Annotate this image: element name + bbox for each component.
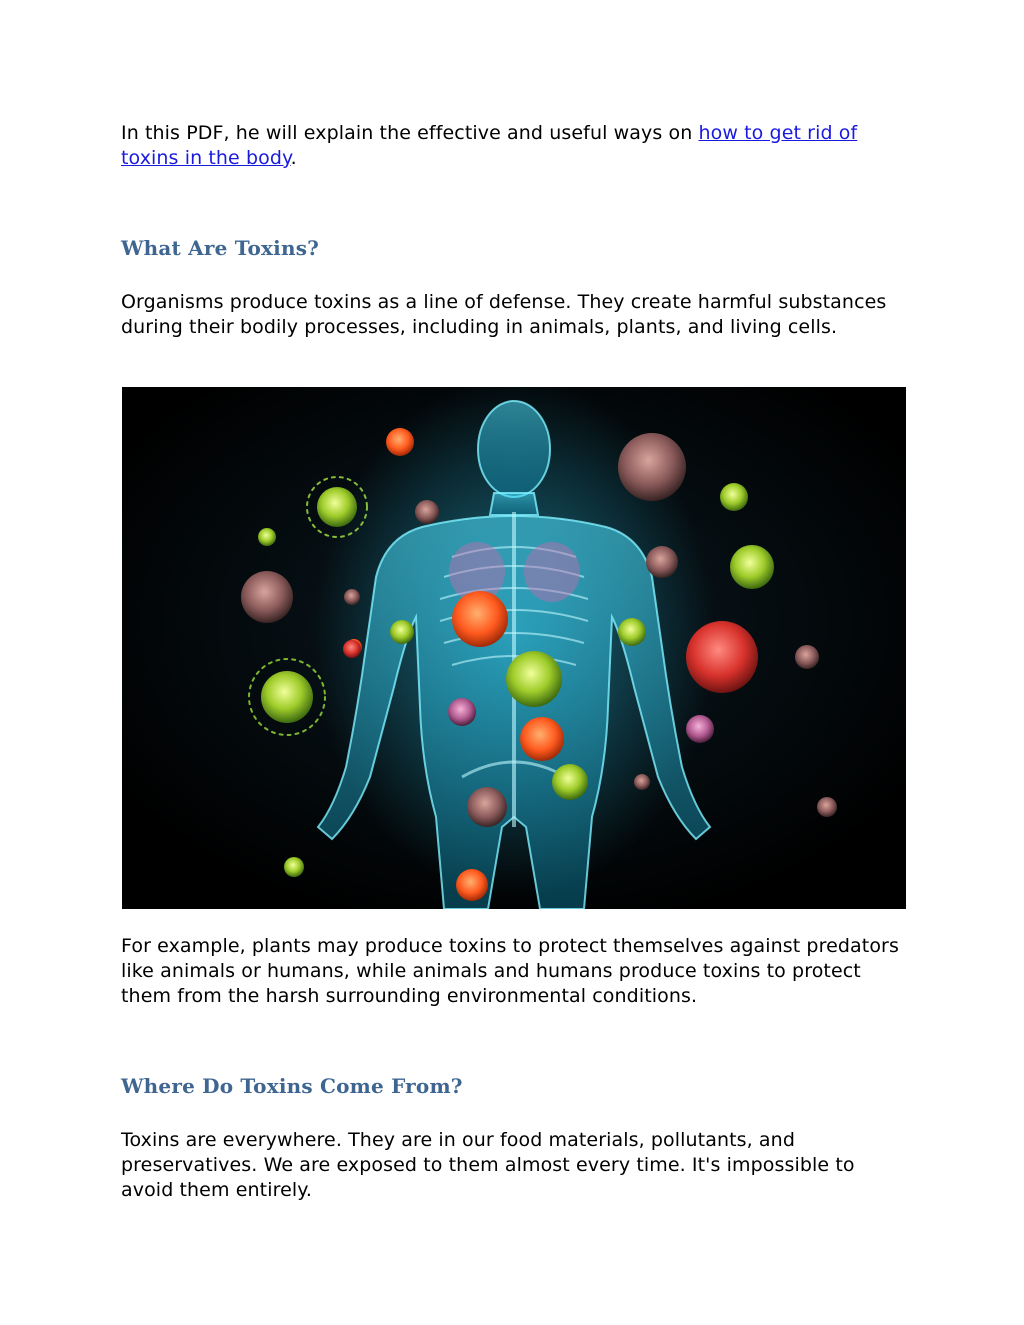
paragraph-toxins-example: For example, plants may produce toxins to protect themselves against predators like animals or humans, while animals and humans produce toxins to protect them from the harsh surrounding environmental conditions. [121, 935, 899, 1007]
intro-paragraph [121, 121, 911, 171]
virus-tiny-right [634, 774, 650, 790]
virus-orange-bottom [456, 869, 488, 901]
virus-red-right [686, 621, 758, 693]
virus-mauve-bottom-right [817, 797, 837, 817]
virus-mauve-top-right [618, 433, 686, 501]
virus-mauve-left [241, 571, 293, 623]
paragraph-toxins-sources: Toxins are everywhere. They are in our food materials, pollutants, and preservatives. We are exposed to them almost every time. It's impossible to avoid them entirely. [121, 1129, 855, 1201]
virus-orange-abdomen [520, 717, 564, 761]
virus-green-lower [552, 764, 588, 800]
virus-green-shoulder [618, 618, 646, 646]
virus-mauve-small [415, 500, 439, 524]
human-body-toxins-illustration [122, 387, 906, 909]
intro-period: . [290, 147, 297, 169]
virus-green-small-right [720, 483, 748, 511]
virus-tiny-green [258, 528, 276, 546]
virus-orange-small-left [386, 428, 414, 456]
toxins-removal-link[interactable]: how to get rid of toxins in the body [121, 122, 858, 169]
virus-tiny-mauve-left [344, 589, 360, 605]
intro-text: In this PDF, he will explain the effective and useful ways on [121, 122, 699, 144]
virus-pink-abdomen [448, 698, 476, 726]
virus-tiny-red [343, 640, 361, 658]
virus-green-abdomen [506, 651, 562, 707]
heading-what-are-toxins: What Are Toxins? [121, 236, 320, 260]
paragraph-toxins-definition: Organisms produce toxins as a line of defense. They create harmful substances during their bodily processes, including in animals, plants, and living cells. [121, 291, 887, 338]
virus-pink-right [686, 715, 714, 743]
virus-mauve-lower [467, 787, 507, 827]
virus-green-small-shoulder [390, 620, 414, 644]
virus-orange-chest [452, 591, 508, 647]
heading-where-do-toxins-come-from: Where Do Toxins Come From? [121, 1074, 463, 1098]
virus-mauve-right [646, 546, 678, 578]
virus-green-bottom-left [284, 857, 304, 877]
virus-mauve-small-right [795, 645, 819, 669]
virus-green-right [730, 545, 774, 589]
